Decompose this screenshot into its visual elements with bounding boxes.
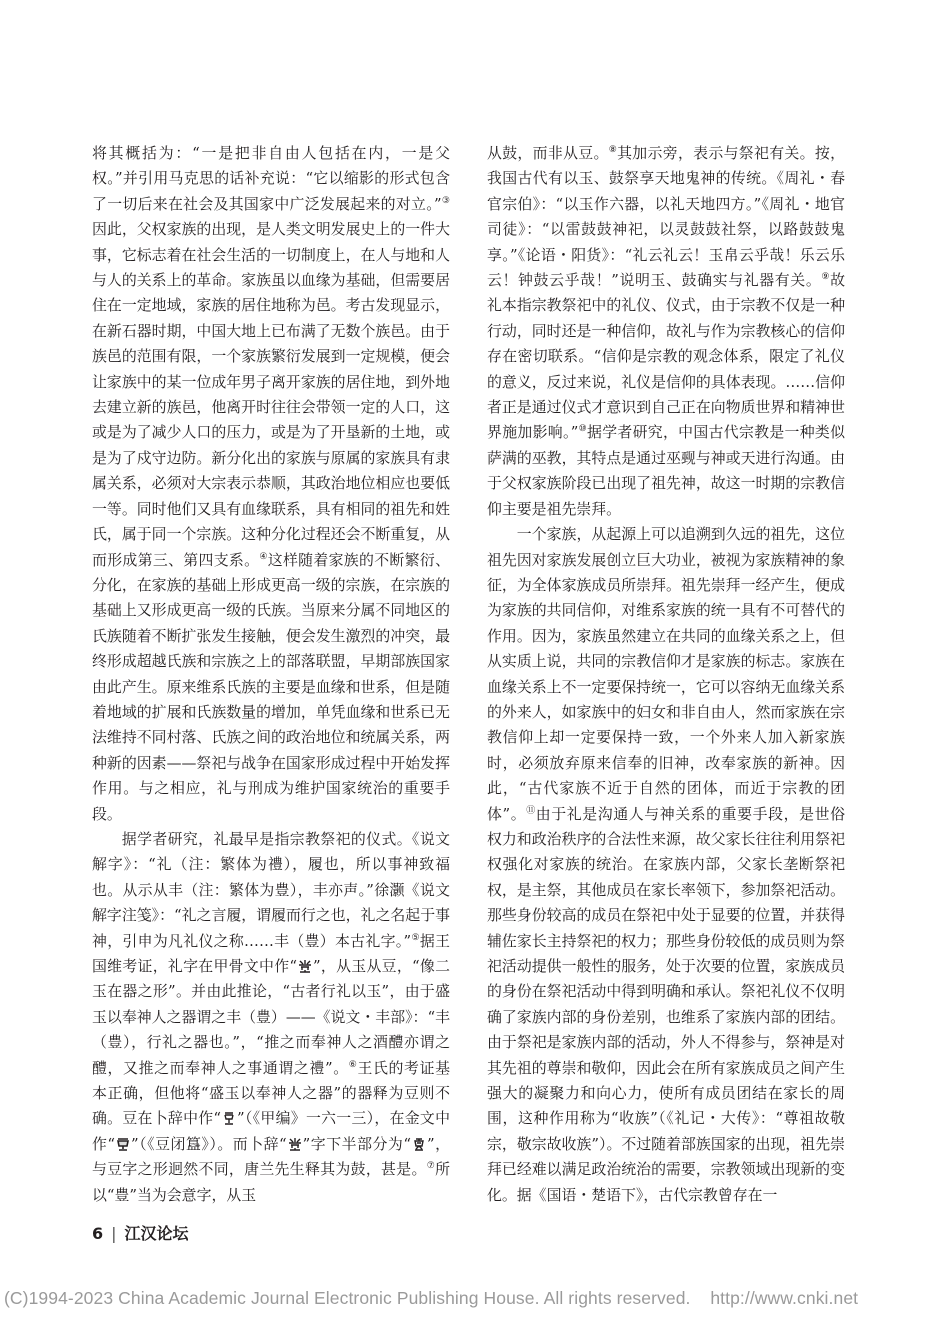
paragraph-4 (487, 522, 845, 1208)
footnote-ref-11[interactable]: ⑪ (526, 805, 536, 816)
page-footer (92, 1221, 189, 1244)
paragraph-3 (487, 141, 845, 522)
text-run: 据学者研究，礼最早是指宗教祭祀的仪式。《说文解字》：“礼（注：繁体为禮），履也，所以事神致福也。从示从丰（注：繁体为豊），丰亦声。”徐灏《说文解字注笺》：“礼之言履，谓履而行之也，礼之名起于事神，引申为凡礼仪之称……丰（豊）本古礼字。” (92, 829, 450, 950)
footnote-ref-7[interactable]: ⑦ (426, 1161, 436, 1172)
footnote-ref-6[interactable]: ⑥ (348, 1059, 358, 1070)
text-run: 据学者研究，中国古代宗教是一种类似萨满的巫教，其特点是通过巫觋与神或天进行沟通。由于父权家族阶段已出现了祖先神，故这一时期的宗教信仰主要是祖先崇拜。 (487, 423, 845, 518)
text-run: 王氏的考证基本正确，但他将“盛玉以奉神人之器”的器释为豆则不确。豆在卜辞中作“ (92, 1058, 450, 1128)
text-run: 据王国维考证，礼字在甲骨文中作“ (92, 931, 450, 975)
text-run: ”字下半部分为“ (302, 1134, 411, 1153)
right-column (487, 141, 845, 1208)
text-run: ”（《豆闭簋》）。而卜辞“ (131, 1134, 287, 1153)
text-run: 其加示旁，表示与祭祀有关。按，我国古代有以玉、鼓祭享天地鬼神的传统。《周礼・春官宗伯》：“以玉作六器，以礼天地四方。”《周礼・地官司徒》：“以雷鼓鼓神祀，以灵鼓鼓社祭，以路鼓鼓鬼享。”《论语・阳货》：“礼云礼云！玉帛云乎哉！乐云乐云！钟鼓云乎哉！”说明玉、鼓确实与礼器有关。 (487, 144, 845, 290)
text-run: 从鼓，而非从豆。 (487, 144, 609, 162)
footnote-ref-5[interactable]: ⑤ (411, 932, 420, 943)
drum-glyph-icon (412, 1138, 426, 1151)
text-run: ”，与豆字之形迥然不同，唐兰先生释其为鼓，甚是。 (92, 1134, 450, 1179)
text-run: 这样随着家族的不断繁衍、分化，在家族的基础上形成更高一级的宗族，在宗族的基础上又形成更高一级的氏族。当原来分属不同地区的氏族随着不断扩张发生接触，便会发生激烈的冲突，最终形成超越氏族和宗族之上的部落联盟，早期部族国家由此产生。原来维系氏族的主要是血缘和世系，但是随着地域的扩展和氏族数量的增加，单凭血缘和世系已无法维持不同村落、氏族之间的政治地位和统属关系，两种新的因素——祭祀与战争在国家形成过程中开始发挥作用。与之相应，礼与刑成为维护国家统治的重要手段。 (92, 550, 450, 823)
text-run: 因此，父权家族的出现，是人类文明发展史上的一件大事，它标志着在社会生活的一切制度上，在人与地和人与人的关系上的革命。家族虽以血缘为基础，但需要居住在一定地域，家族的居住地称为邑。考古发现显示，在新石器时期，中国大地上已布满了无数个族邑。由于族邑的范围有限，一个家族繁衍发展到一定规模，便会让家族中的某一位成年男子离开家族的居住地，到外地去建立新的族邑，他离开时往往会带领一定的人口，这或是为了减少人口的压力，或是为了开垦新的土地，或是为了戍守边防。新分化出的家族与原属的家族具有隶属关系，必须对大宗表示恭顺，其政治地位相应也要低一等。同时他们又具有血缘联系，具有相同的祖先和姓氏，属于同一个宗族。这种分化过程还会不断重复，从而形成第三、第四支系。 (92, 220, 450, 569)
text-run: ”（《甲编》一六一三），在金文中作“ (92, 1109, 450, 1153)
paragraph-1 (92, 141, 450, 827)
footnote-ref-8[interactable]: ⑧ (608, 145, 618, 155)
page-number: 6 (92, 1224, 104, 1243)
oracle-li-glyph-icon (288, 1138, 302, 1151)
text-run: 一个家族，从起源上可以追溯到久远的祖先，这位祖先因对家族发展创立巨大功业，被视为家族精神的象征，为全体家族成员所崇拜。祖先崇拜一经产生，便成为家族的共同信仰，对维系家族的统一具有不可替代的作用。因为，家族虽然建立在共同的血缘关系之上，但从实质上说，共同的宗教信仰才是家族的标志。家族在血缘关系上不一定要保持统一，它可以容纳无血缘关系的外来人，如家族中的妇女和非自由人，然而家族在宗教信仰上却一定要保持一致，一个外来人加入新家族时，必须放弃原来信奉的旧神，改奉家族的新神。因此，“古代家族不近于自然的团体，而近于宗教的团体”。 (487, 525, 845, 823)
text-run: 故礼本指宗教祭祀中的礼仪、仪式，由于宗教不仅是一种行动，同时还是一种信仰，故礼与作为宗教核心的信仰存在密切联系。“信仰是宗教的观念体系，限定了礼仪的意义，反过来说，礼仪是信仰的具体表现。……信仰者正是通过仪式才意识到自己正在向物质世界和精神世界施加影响。” (487, 271, 845, 442)
bronze-dou-glyph-icon (116, 1138, 130, 1151)
text-run: 所以“豊”当为会意字，从玉 (92, 1160, 450, 1204)
left-column (92, 141, 450, 1208)
oracle-li-glyph-icon (298, 960, 312, 973)
copyright-watermark: (C)1994-2023 China Academic Journal Electronic Publishing House. All rights reserved. http://www.cnki.net (4, 1288, 859, 1308)
text-run: 将其概括为：“一是把非自由人包括在内，一是父权。”并引用马克思的话补充说：“它以缩影的形式包含了一切后来在社会及其国家中广泛发展起来的对立。” (92, 144, 450, 213)
journal-name: 江汉论坛 (124, 1224, 189, 1243)
text-run: 由于礼是沟通人与神关系的重要手段，是世俗权力和政治秩序的合法性来源，故父家长往往利用祭祀权强化对家族的统治。在家族内部，父家长垄断祭祀权，是主祭，其他成员在家长率领下，参加祭祀活动。那些身份较高的成员在祭祀中处于显要的位置，并获得辅佐家长主持祭祀的权力；那些身份较低的成员则为祭祀活动提供一般性的服务，处于次要的位置，家族成员的身份在祭祀活动中得到明确和承认。祭祀礼仪不仅明确了家族内部的身份差别，也维系了家族内部的团结。由于祭祀是家族内部的活动，外人不得参与，祭神是对其先祖的尊崇和敬仰，因此会在所有家族成员之间产生强大的凝聚力和向心力，使所有成员团结在家长的周围，这种作用称为“收族”（《礼记・大传》：“尊祖故敬宗，敬宗故收族”）。不过随着部族国家的出现，祖先崇拜已经难以满足政治统治的需要，宗教领域出现新的变化。据《国语・楚语下》，古代宗教曾存在一 (487, 804, 845, 1204)
oracle-dou-glyph-icon (222, 1112, 236, 1125)
text-run: ”，从玉从豆，“像二玉在器之形”。并由此推论，“古者行礼以玉”，由于盛玉以奉神人之器谓之丰（豊）——《说文・丰部》：“丰（豊），行礼之器也。”，“推之而奉神人之酒醴亦谓之醴，又推之而奉神人之事通谓之禮”。 (92, 957, 450, 1077)
paragraph-2 (92, 827, 450, 1208)
footnote-ref-9[interactable]: ⑨ (821, 272, 831, 283)
footnote-ref-4[interactable]: ④ (259, 551, 268, 562)
footnote-ref-10[interactable]: ⑩ (578, 424, 588, 435)
footnote-ref-3[interactable]: ③ (441, 195, 450, 206)
footer-separator: | (111, 1224, 117, 1243)
